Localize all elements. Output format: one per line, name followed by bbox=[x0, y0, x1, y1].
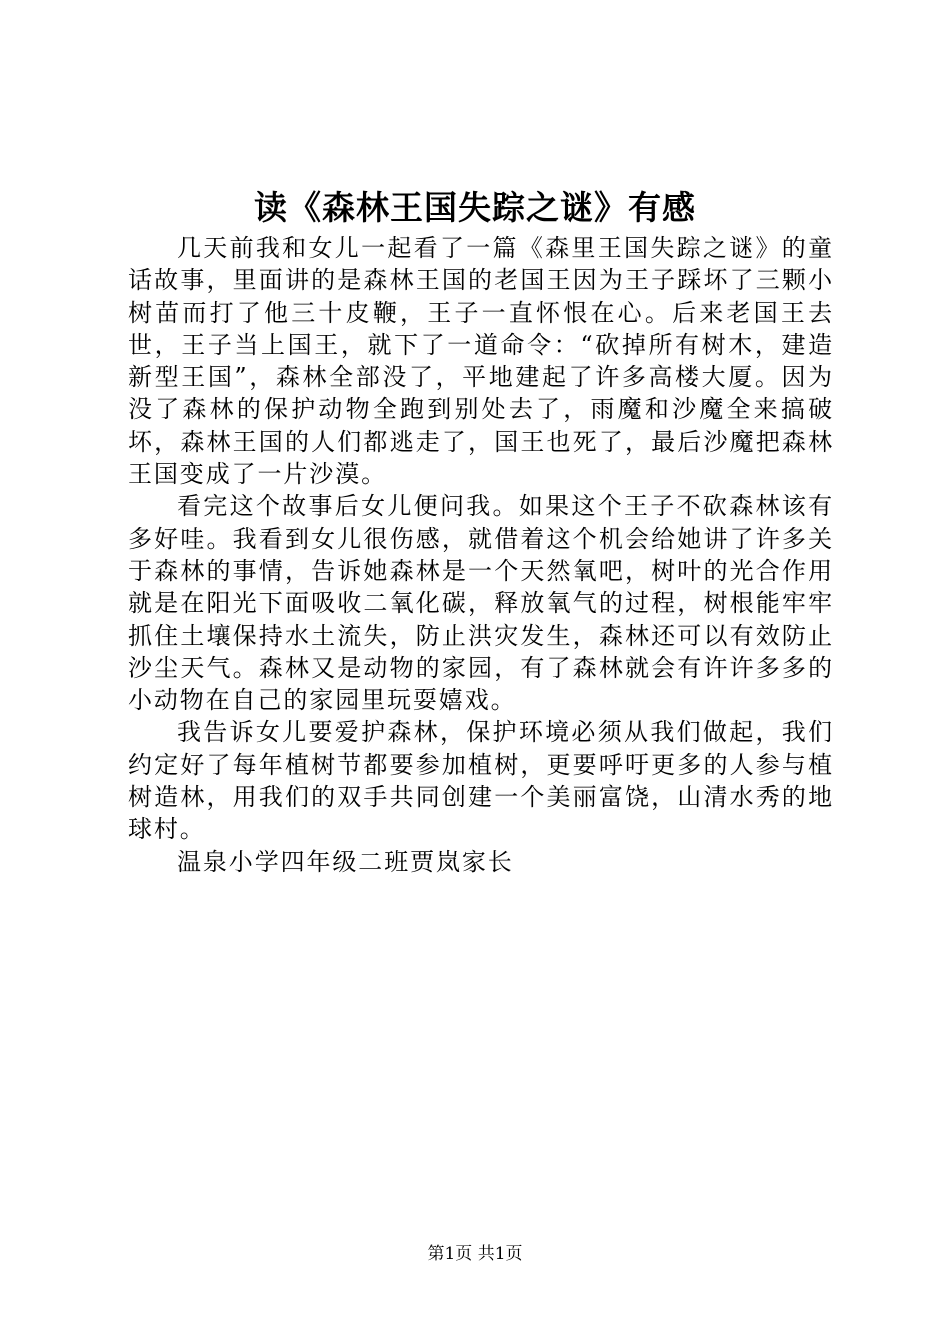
signature-line: 温泉小学四年级二班贾岚家长 bbox=[177, 847, 514, 876]
paragraph-3: 我告诉女儿要爱护森林，保护环境必须从我们做起，我们约定好了每年植树节都要参加植树，更要呼吁更多的人参与植树造林，用我们的双手共同创建一个美丽富饶，山清水秀的地球村。 bbox=[128, 718, 834, 844]
paragraph-1: 几天前我和女儿一起看了一篇《森里王国失踪之谜》的童话故事，里面讲的是森林王国的老国王因为王子踩坏了三颗小树苗而打了他三十皮鞭，王子一直怀恨在心。后来老国王去世，王子当上国王，就下了一道命令：“砍掉所有树木，建造新型王国”，森林全部没了，平地建起了许多高楼大厦。因为没了森林的保护动物全跑到别处去了，雨魔和沙魔全来搞破坏，森林王国的人们都逃走了，国王也死了，最后沙魔把森林王国变成了一片沙漠。 bbox=[128, 234, 834, 489]
page-number-footer: 第1页 共1页 bbox=[427, 1244, 523, 1264]
document-title: 读《森林王国失踪之谜》有感 bbox=[254, 188, 696, 227]
document-body bbox=[128, 232, 834, 878]
paragraph-2: 看完这个故事后女儿便问我。如果这个王子不砍森林该有多好哇。我看到女儿很伤感，就借着这个机会给她讲了许多关于森林的事情，告诉她森林是一个天然氧吧，树叶的光合作用就是在阳光下面吸收二氧化碳，释放氧气的过程，树根能牢牢抓住土壤保持水土流失，防止洪灾发生，森林还可以有效防止沙尘天气。森林又是动物的家园，有了森林就会有许许多多的小动物在自己的家园里玩耍嬉戏。 bbox=[128, 492, 834, 715]
